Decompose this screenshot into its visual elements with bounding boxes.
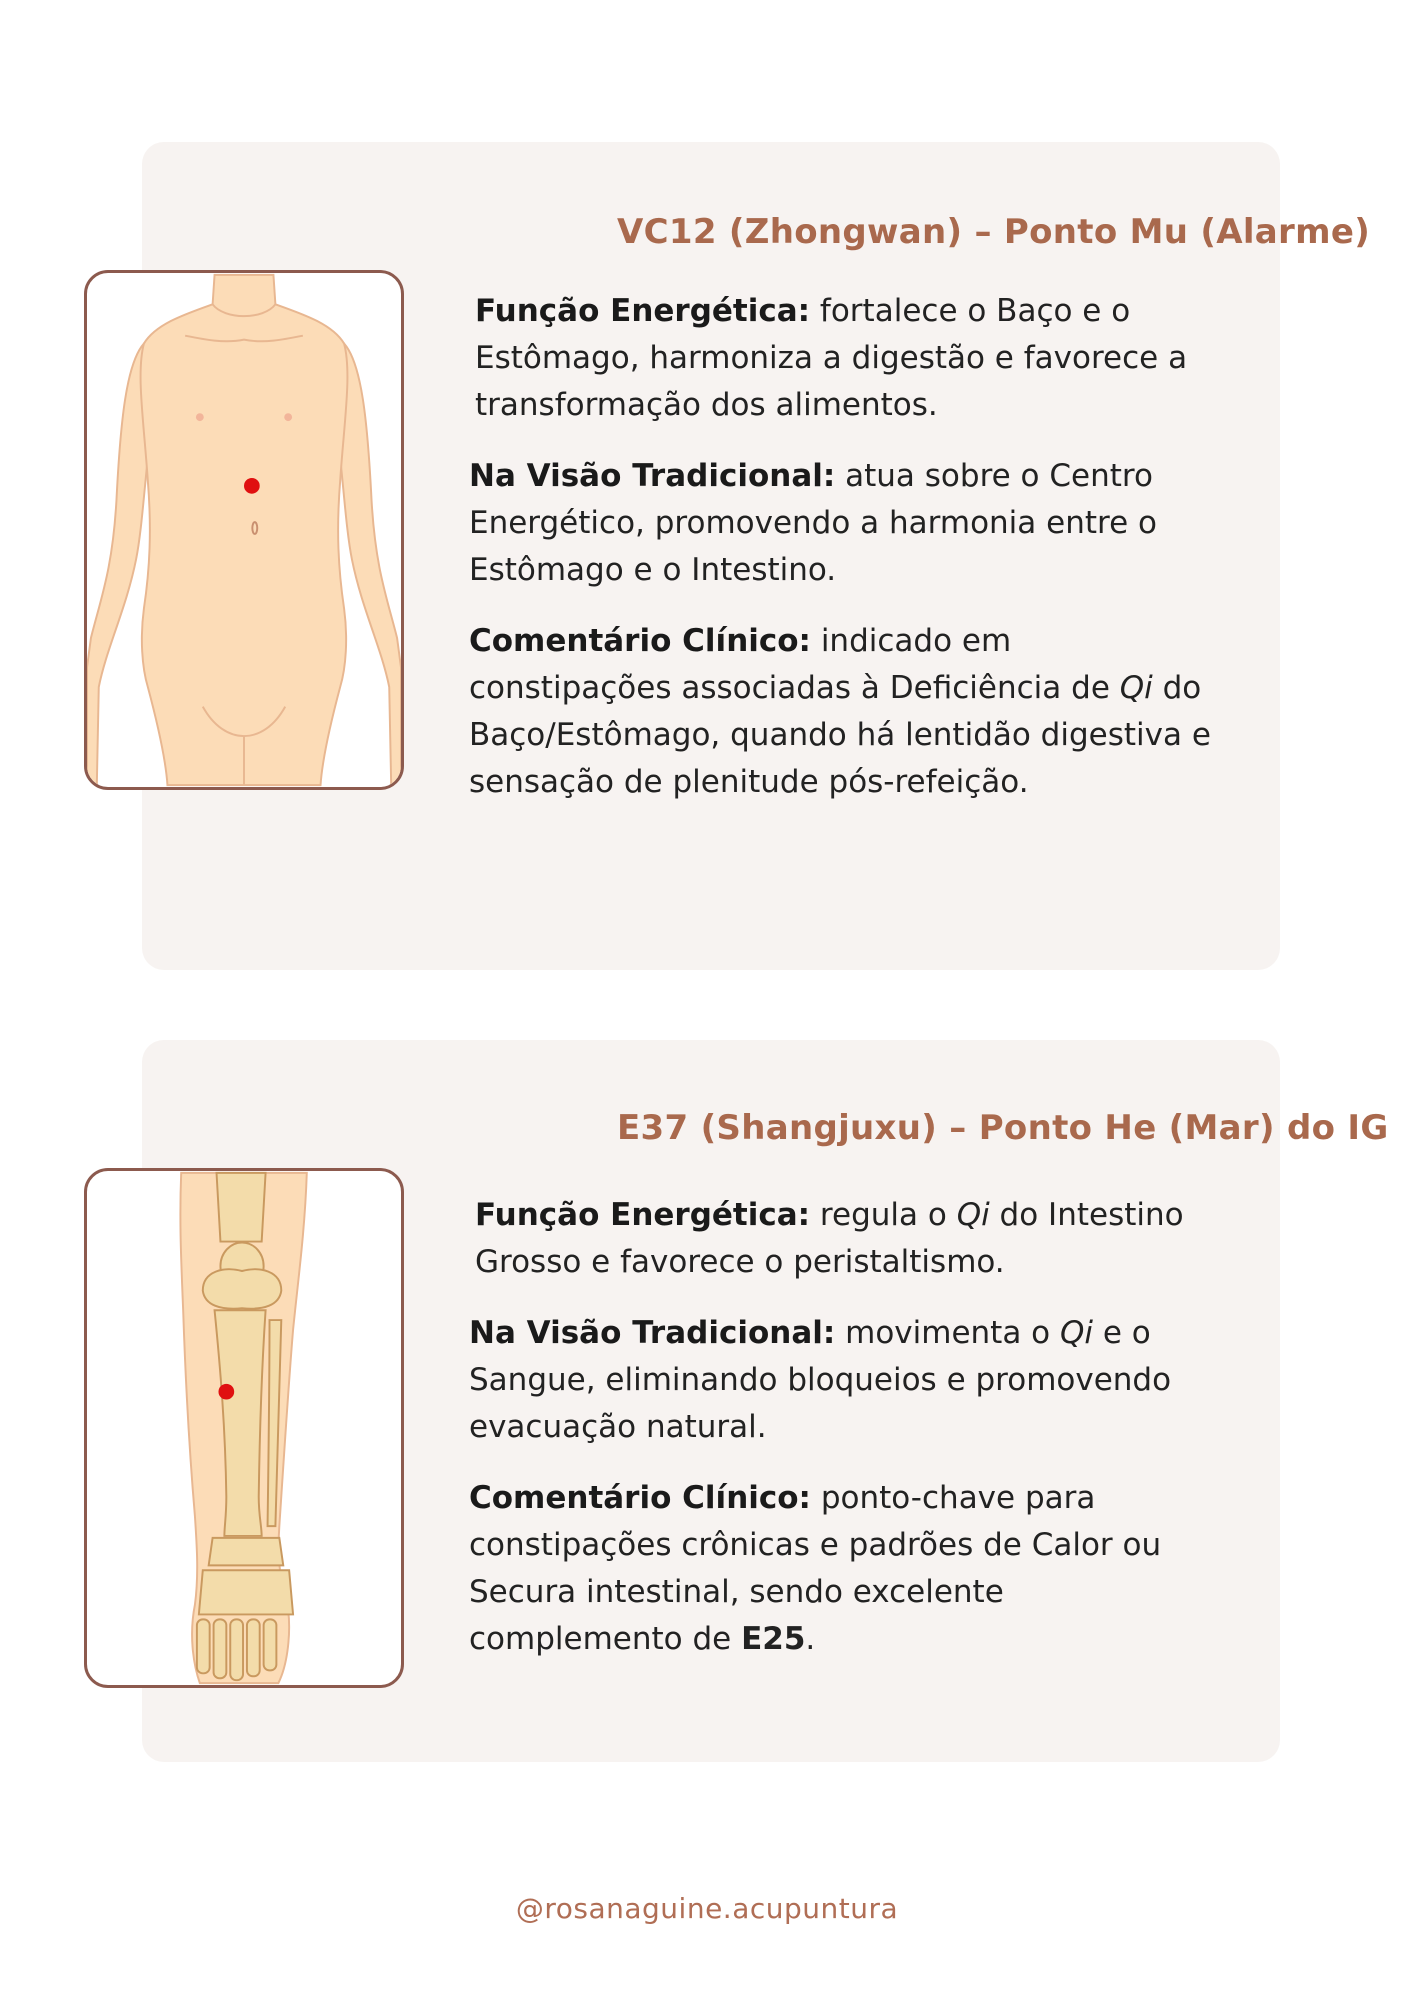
- leg-bones-illustration-icon: [84, 1168, 404, 1688]
- section-text: do Baço/Estômago, quando há lentidão digestiva e sensação de plenitude pós-refeição.: [469, 670, 1211, 800]
- section-visao-tradicional: [469, 1310, 1214, 1451]
- section-label: Função Energética:: [475, 1197, 811, 1233]
- section-label: Comentário Clínico:: [469, 1480, 811, 1516]
- section-label: Comentário Clínico:: [469, 623, 811, 659]
- card-title: E37 (Shangjuxu) – Ponto He (Mar) do IG: [617, 1108, 1389, 1148]
- section-text: movimenta o: [835, 1315, 1060, 1351]
- card-title: VC12 (Zhongwan) – Ponto Mu (Alarme): [617, 212, 1371, 252]
- acupoint-marker: [218, 1384, 234, 1400]
- qi-term: Qi: [1060, 1315, 1094, 1351]
- qi-term: Qi: [956, 1197, 990, 1233]
- section-text: ponto-chave para constipações crônicas e padrões de Calor ou Secura intestinal, sendo excelente complemento de: [469, 1480, 1162, 1657]
- section-text: e o Sangue, eliminando bloqueios e promovendo evacuação natural.: [469, 1315, 1172, 1445]
- section-text: do Intestino Grosso e favorece o peristaltismo.: [475, 1197, 1184, 1280]
- leg-bones-svg: [87, 1171, 401, 1685]
- point-reference: E25: [741, 1621, 806, 1657]
- section-funcao-energetica: [475, 1192, 1220, 1286]
- section-comentario-clinico: [469, 1475, 1214, 1663]
- body-torso-illustration-icon: [84, 270, 404, 790]
- body-torso-svg: [87, 273, 401, 787]
- section-text: fortalece o Baço e o Estômago, harmoniza a digestão e favorece a transformação dos alimentos.: [475, 293, 1188, 423]
- section-visao-tradicional: [469, 453, 1214, 594]
- acupoint-marker: [244, 478, 260, 494]
- section-text: atua sobre o Centro Energético, promovendo a harmonia entre o Estômago e o Intestino.: [469, 458, 1157, 588]
- section-comentario-clinico: [469, 618, 1214, 806]
- author-handle: @rosanaguine.acupuntura: [515, 1892, 899, 1925]
- section-funcao-energetica: [475, 288, 1220, 429]
- section-text: .: [805, 1621, 816, 1657]
- section-label: Função Energética:: [475, 293, 811, 329]
- section-label: Na Visão Tradicional:: [469, 458, 836, 494]
- section-text: regula o: [810, 1197, 957, 1233]
- section-text: indicado em constipações associadas à Deficiência de: [469, 623, 1120, 706]
- qi-term: Qi: [1119, 670, 1153, 706]
- section-label: Na Visão Tradicional:: [469, 1315, 836, 1351]
